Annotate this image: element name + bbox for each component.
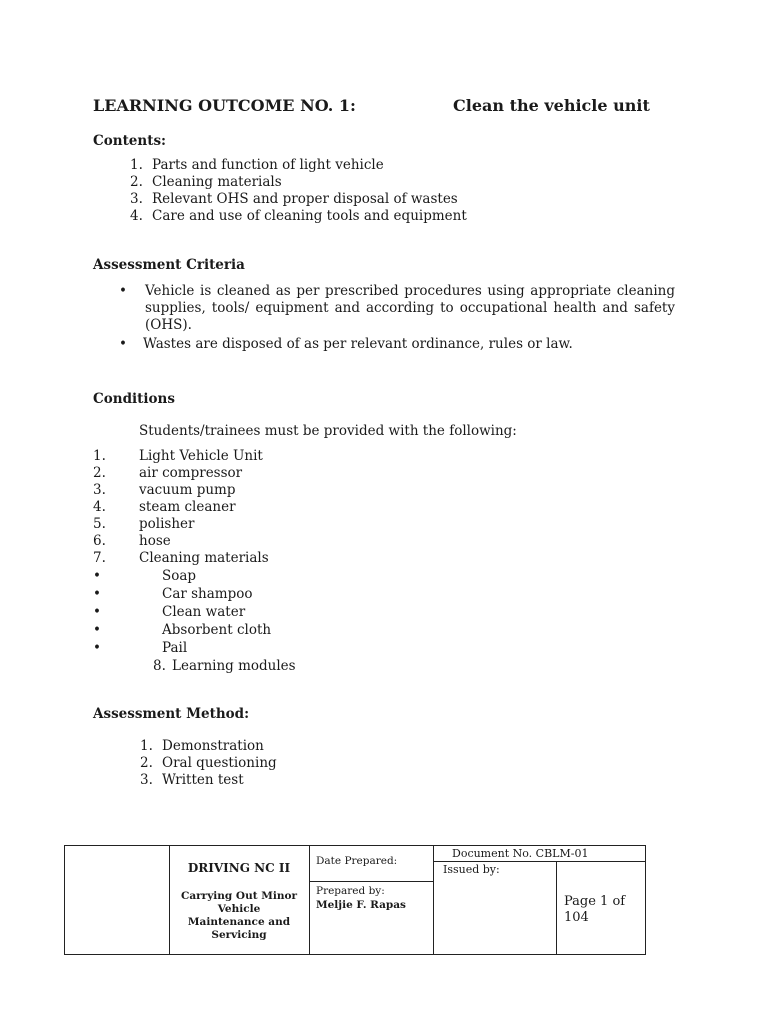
conditions-item: Learning modules [172,658,296,674]
contents-item-num: 3. [130,191,143,207]
conditions-item: steam cleaner [139,499,236,515]
conditions-item-num: 3. [93,482,106,498]
method-item: Demonstration [162,738,264,754]
conditions-item-num: 1. [93,448,106,464]
bullet-icon: • [119,336,127,352]
module-title-line: Maintenance and [187,916,291,928]
method-item-num: 2. [140,755,153,771]
conditions-heading: Conditions [93,391,175,407]
conditions-item: Cleaning materials [139,550,269,566]
conditions-item-num: 4. [93,499,106,515]
material-item: Pail [162,640,188,656]
conditions-item-num: 6. [93,533,106,549]
outcome-title: Clean the vehicle unit [453,96,650,115]
contents-item-num: 2. [130,174,143,190]
table-divider [433,861,645,862]
contents-item: Parts and function of light vehicle [152,157,384,173]
contents-item: Cleaning materials [152,174,282,190]
material-item: Car shampoo [162,586,253,602]
issued-by-label: Issued by: [443,863,500,876]
conditions-item: Light Vehicle Unit [139,448,263,464]
conditions-item: hose [139,533,171,549]
document-number: Document No. CBLM-01 [452,847,589,860]
contents-item: Care and use of cleaning tools and equipment [152,208,467,224]
bullet-icon: • [93,622,101,638]
page-total: 104 [564,910,589,925]
material-item: Soap [162,568,197,584]
module-title-line: Carrying Out Minor [180,890,297,902]
conditions-item-num: 5. [93,516,106,532]
table-divider [433,846,434,954]
document-footer-table [64,845,646,955]
outcome-label: LEARNING OUTCOME NO. 1: [93,96,356,115]
assessment-method-heading: Assessment Method: [93,706,250,722]
assessment-criteria-heading: Assessment Criteria [93,257,245,273]
contents-item: Relevant OHS and proper disposal of wastes [152,191,458,207]
date-prepared-label: Date Prepared: [316,855,398,867]
bullet-icon: • [93,604,101,620]
module-title [169,890,309,942]
prepared-by-name: Meljie F. Rapas [316,899,406,911]
table-divider [309,881,433,882]
page-number: Page 1 of [564,894,626,909]
conditions-item-num: 2. [93,465,106,481]
bullet-icon: • [93,640,101,656]
conditions-item: vacuum pump [139,482,236,498]
table-divider [556,861,557,954]
method-item: Written test [162,772,244,788]
method-item-num: 1. [140,738,153,754]
contents-item-num: 1. [130,157,143,173]
conditions-item: polisher [139,516,195,532]
material-item: Absorbent cloth [162,622,272,638]
criteria-item: Wastes are disposed of as per relevant ordinance, rules or law. [143,336,573,352]
contents-item-num: 4. [130,208,143,224]
conditions-item-num: 8. [153,658,166,674]
prepared-by-label: Prepared by: [316,885,385,897]
program-title: DRIVING NC II [187,861,291,875]
bullet-icon: • [93,568,101,584]
method-item-num: 3. [140,772,153,788]
method-item: Oral questioning [162,755,277,771]
criteria-item: Vehicle is cleaned as per prescribed procedures using appropriate cleaning supplies, tools/ equipment and according to occupational health and safety (OHS). [145,283,675,333]
bullet-icon: • [93,586,101,602]
table-divider [309,846,310,954]
material-item: Clean water [162,604,246,620]
conditions-item: air compressor [139,465,243,481]
module-title-line: Servicing [211,929,267,941]
conditions-intro: Students/trainees must be provided with the following: [139,423,517,439]
contents-heading: Contents: [93,133,167,149]
module-title-line: Vehicle [217,903,261,915]
bullet-icon: • [119,283,127,299]
conditions-item-num: 7. [93,550,106,566]
